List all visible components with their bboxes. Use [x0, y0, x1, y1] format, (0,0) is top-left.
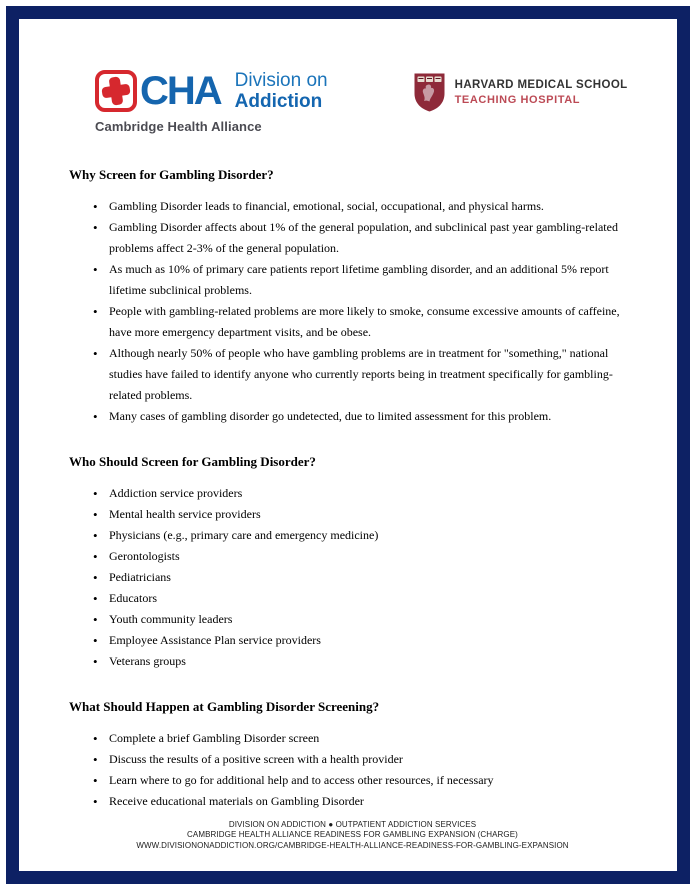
division-line2: Addiction: [234, 90, 323, 112]
division-line1: Division on: [234, 70, 328, 91]
teaching-hospital-text: TEACHING HOSPITAL: [454, 93, 581, 106]
footer-line-1: DIVISION ON ADDICTION ● OUTPATIENT ADDICTION SERVICES: [228, 819, 477, 829]
list-item: • Discuss the results of a positive screen with a health provider: [93, 749, 636, 770]
page-inner: [19, 69, 677, 884]
list-item: • Learn where to go for additional help and to access other resources, if necessary: [93, 770, 636, 791]
document-content: [69, 164, 636, 812]
section-why-screen: [69, 164, 636, 427]
header: [69, 69, 636, 134]
section-who-should-screen: [69, 451, 636, 672]
footer-line-2: CAMBRIDGE HEALTH ALLIANCE READINESS FOR GAMBLING EXPANSION (CHARGE): [187, 830, 518, 840]
list-item: • Receive educational materials on Gambling Disorder: [93, 791, 636, 812]
cha-logo-top: [95, 69, 328, 113]
list-item: • Youth community leaders: [93, 609, 636, 630]
page-border-frame: [6, 6, 690, 884]
cha-org-name: Cambridge Health Alliance: [95, 118, 262, 134]
harvard-medical-school-text: HARVARD MEDICAL SCHOOL: [454, 79, 628, 91]
list-item: • Complete a brief Gambling Disorder screen: [93, 728, 636, 749]
harvard-logo: [413, 72, 628, 113]
bullet-list: [69, 483, 636, 672]
bullet-list: [69, 196, 636, 427]
division-on-addiction-wordmark: [235, 69, 328, 113]
section-heading: Who Should Screen for Gambling Disorder?: [69, 453, 316, 469]
section-what-should-happen: [69, 696, 636, 812]
bullet-list: [69, 728, 636, 812]
list-item: • Addiction service providers: [93, 483, 636, 504]
section-heading: Why Screen for Gambling Disorder?: [69, 166, 274, 182]
list-item: • Gambling Disorder leads to financial, emotional, social, occupational, and physical harms.: [93, 196, 636, 217]
list-item: • Gerontologists: [93, 546, 636, 567]
list-item: • As much as 10% of primary care patients report lifetime gambling disorder, and an additional 5% report lifetime subclinical problems.: [93, 259, 636, 301]
section-heading: What Should Happen at Gambling Disorder Screening?: [69, 698, 380, 714]
cha-logo: [95, 69, 328, 134]
cha-acronym: CHA: [140, 68, 221, 113]
harvard-shield-icon: [413, 72, 446, 113]
harvard-wordmark: [455, 72, 628, 107]
page-footer: [69, 820, 636, 852]
list-item: • Gambling Disorder affects about 1% of the general population, and subclinical past year gambling-related problems affect 2-3% of the general population.: [93, 217, 636, 259]
footer-line-3: WWW.DIVISIONONADDICTION.ORG/CAMBRIDGE-HEALTH-ALLIANCE-READINESS-FOR-GAMBLING-EXPANSION: [136, 840, 569, 850]
list-item: • Although nearly 50% of people who have gambling problems are in treatment for "something," national studies have failed to identify anyone who currently reports being in treatment specifically for gambling-related problems.: [93, 343, 636, 406]
list-item: • People with gambling-related problems are more likely to smoke, consume excessive amounts of caffeine, have more emergency department visits, and be obese.: [93, 301, 636, 343]
list-item: • Mental health service providers: [93, 504, 636, 525]
cha-cross-icon: [95, 70, 137, 112]
list-item: • Employee Assistance Plan service providers: [93, 630, 636, 651]
list-item: • Many cases of gambling disorder go undetected, due to limited assessment for this problem.: [93, 406, 636, 427]
list-item: • Pediatricians: [93, 567, 636, 588]
list-item: • Veterans groups: [93, 651, 636, 672]
list-item: • Educators: [93, 588, 636, 609]
list-item: • Physicians (e.g., primary care and emergency medicine): [93, 525, 636, 546]
